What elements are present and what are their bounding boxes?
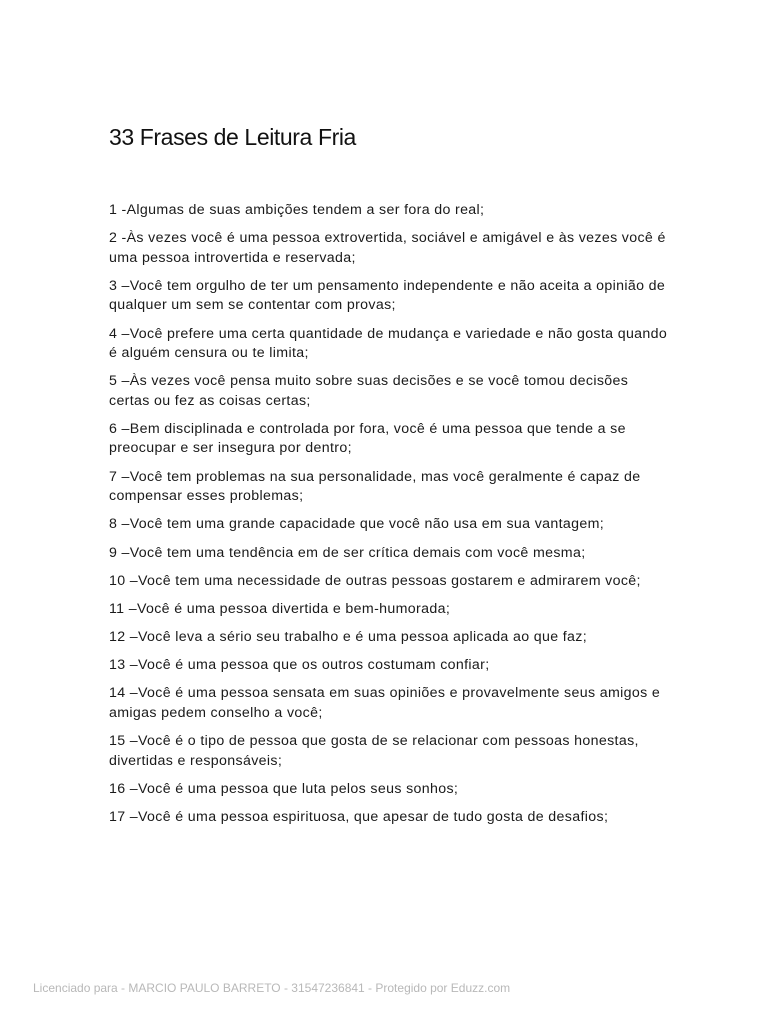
list-item: 10 –Você tem uma necessidade de outras pessoas gostarem e admirarem você; bbox=[109, 572, 641, 589]
list-item: 14 –Você é uma pessoa sensata em suas opiniões e provavelmente seus amigos e amigas pedem conselho a você; bbox=[109, 685, 661, 721]
list-item: 3 –Você tem orgulho de ter um pensamento independente e não aceita a opinião de qualquer um sem se contentar com provas; bbox=[109, 277, 666, 314]
list-item: 4 –Você prefere uma certa quantidade de mudança e variedade e não gosta quando é alguém censura ou te limita; bbox=[109, 325, 668, 362]
list-item: 16 –Você é uma pessoa que luta pelos seus sonhos; bbox=[109, 780, 459, 797]
list-item: 9 –Você tem uma tendência em de ser crítica demais com você mesma; bbox=[109, 544, 586, 561]
list-item: 11 –Você é uma pessoa divertida e bem-humorada; bbox=[109, 600, 451, 617]
document-title: 33 Frases de Leitura Fria bbox=[109, 124, 356, 150]
license-footer: Licenciado para - MARCIO PAULO BARRETO - 31547236841 - Protegido por Eduzz.com bbox=[33, 981, 511, 995]
list-item: 8 –Você tem uma grande capacidade que você não usa em sua vantagem; bbox=[109, 516, 605, 533]
list-item: 5 –Às vezes você pensa muito sobre suas decisões e se você tomou decisões certas ou fez as coisas certas; bbox=[109, 373, 629, 409]
list-item: 13 –Você é uma pessoa que os outros costumam confiar; bbox=[109, 657, 490, 674]
phrase-list bbox=[109, 201, 669, 836]
list-item: 1 -Algumas de suas ambições tendem a ser fora do real; bbox=[109, 202, 485, 218]
list-item: 12 –Você leva a sério seu trabalho e é uma pessoa aplicada ao que faz; bbox=[109, 629, 588, 646]
list-item: 2 -Às vezes você é uma pessoa extrovertida, sociável e amigável e às vezes você é uma pessoa introvertida e reservada; bbox=[109, 230, 666, 266]
list-item: 7 –Você tem problemas na sua personalidade, mas você geralmente é capaz de compensar esses problemas; bbox=[109, 468, 641, 505]
list-item: 6 –Bem disciplinada e controlada por fora, você é uma pessoa que tende a se preocupar e ser insegura por dentro; bbox=[109, 420, 626, 457]
list-item: 15 –Você é o tipo de pessoa que gosta de se relacionar com pessoas honestas, divertidas e responsáveis; bbox=[109, 733, 639, 769]
list-item: 17 –Você é uma pessoa espirituosa, que apesar de tudo gosta de desafios; bbox=[109, 809, 609, 825]
